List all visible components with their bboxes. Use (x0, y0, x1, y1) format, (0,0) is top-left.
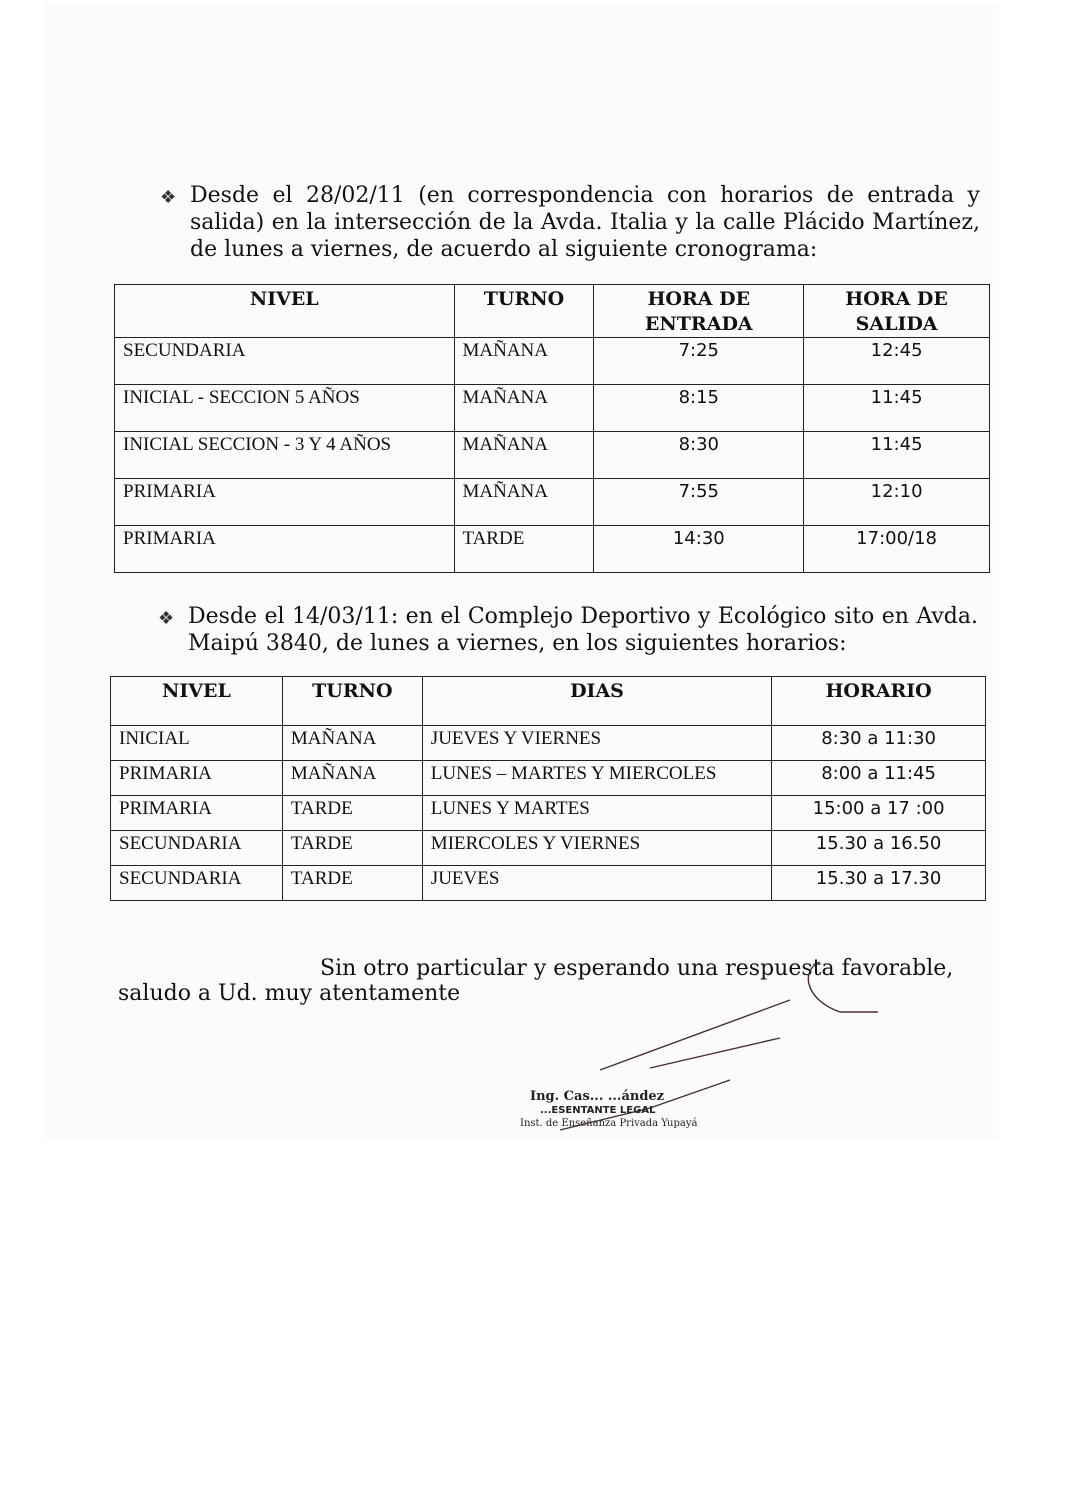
cell-entrada: 8:30 (594, 432, 804, 479)
header-nivel: NIVEL (111, 677, 283, 726)
table-header-row (115, 285, 990, 338)
cell-horario: 8:00 a 11:45 (772, 761, 986, 796)
table-row (115, 338, 990, 385)
header-hora-entrada: HORA DE ENTRADA (594, 285, 804, 338)
cell-turno: TARDE (282, 796, 422, 831)
cell-nivel: INICIAL SECCION - 3 Y 4 AÑOS (115, 432, 455, 479)
cell-dias: LUNES Y MARTES (422, 796, 771, 831)
cell-turno: MAÑANA (454, 432, 594, 479)
cell-nivel: SECUNDARIA (111, 866, 283, 901)
cell-salida: 17:00/18 (804, 526, 990, 573)
paragraph-2-text: Desde el 14/03/11: en el Complejo Deportivo y Ecológico sito en Avda. Maipú 3840, de lunes a viernes, en los siguientes horarios: (188, 604, 978, 656)
table-row (115, 432, 990, 479)
header-turno: TURNO (454, 285, 594, 338)
paragraph-2 (158, 603, 978, 657)
signature-stamp (500, 960, 900, 1140)
cell-turno: MAÑANA (282, 726, 422, 761)
cell-entrada: 7:25 (594, 338, 804, 385)
closing-line-1: Sin otro particular y esperando una respuesta favorable, (320, 956, 954, 981)
cell-entrada: 8:15 (594, 385, 804, 432)
cell-nivel: INICIAL - SECCION 5 AÑOS (115, 385, 455, 432)
cell-dias: JUEVES Y VIERNES (422, 726, 771, 761)
cell-horario: 15:00 a 17 :00 (772, 796, 986, 831)
header-horario: HORARIO (772, 677, 986, 726)
bullet-diamond-icon: ❖ (158, 608, 175, 629)
cell-entrada: 14:30 (594, 526, 804, 573)
header-turno: TURNO (282, 677, 422, 726)
cell-nivel: PRIMARIA (115, 479, 455, 526)
cell-nivel: SECUNDARIA (115, 338, 455, 385)
cell-horario: 8:30 a 11:30 (772, 726, 986, 761)
cell-salida: 12:10 (804, 479, 990, 526)
cell-salida: 12:45 (804, 338, 990, 385)
cell-turno: MAÑANA (454, 479, 594, 526)
cell-nivel: PRIMARIA (111, 761, 283, 796)
table-row (111, 761, 986, 796)
table-header-row (111, 677, 986, 726)
cell-salida: 11:45 (804, 432, 990, 479)
cell-turno: TARDE (282, 866, 422, 901)
table-row (111, 726, 986, 761)
stamp-role: ...ESENTANTE LEGAL (540, 1105, 656, 1116)
cell-turno: MAÑANA (454, 385, 594, 432)
cell-nivel: INICIAL (111, 726, 283, 761)
cell-nivel: PRIMARIA (111, 796, 283, 831)
table-row (111, 866, 986, 901)
cell-dias: JUEVES (422, 866, 771, 901)
cell-salida: 11:45 (804, 385, 990, 432)
bullet-diamond-icon: ❖ (160, 187, 177, 208)
schedule-table-2 (110, 676, 986, 901)
cell-turno: MAÑANA (282, 761, 422, 796)
closing-line-2: saludo a Ud. muy atentamente (118, 981, 461, 1006)
stamp-name: Ing. Cas... ...ández (530, 1089, 665, 1104)
cell-horario: 15.30 a 16.50 (772, 831, 986, 866)
cell-turno: TARDE (454, 526, 594, 573)
table-row (115, 526, 990, 573)
cell-horario: 15.30 a 17.30 (772, 866, 986, 901)
table-row (111, 831, 986, 866)
paragraph-1-text: Desde el 28/02/11 (en correspondencia con horarios de entrada y salida) en la intersección de la Avda. Italia y la calle Plácido Martínez, de lunes a viernes, de acuerdo al siguiente cronograma: (190, 183, 980, 262)
cell-turno: TARDE (282, 831, 422, 866)
cell-nivel: SECUNDARIA (111, 831, 283, 866)
header-dias: DIAS (422, 677, 771, 726)
header-hora-salida: HORA DE SALIDA (804, 285, 990, 338)
cell-entrada: 7:55 (594, 479, 804, 526)
cell-turno: MAÑANA (454, 338, 594, 385)
paragraph-1 (160, 182, 980, 263)
header-nivel: NIVEL (115, 285, 455, 338)
table-row (111, 796, 986, 831)
schedule-table-1 (114, 284, 990, 573)
cell-nivel: PRIMARIA (115, 526, 455, 573)
table-row (115, 385, 990, 432)
stamp-institution: Inst. de Enseñanza Privada Yupayá (520, 1118, 698, 1129)
cell-dias: MIERCOLES Y VIERNES (422, 831, 771, 866)
table-row (115, 479, 990, 526)
cell-dias: LUNES – MARTES Y MIERCOLES (422, 761, 771, 796)
